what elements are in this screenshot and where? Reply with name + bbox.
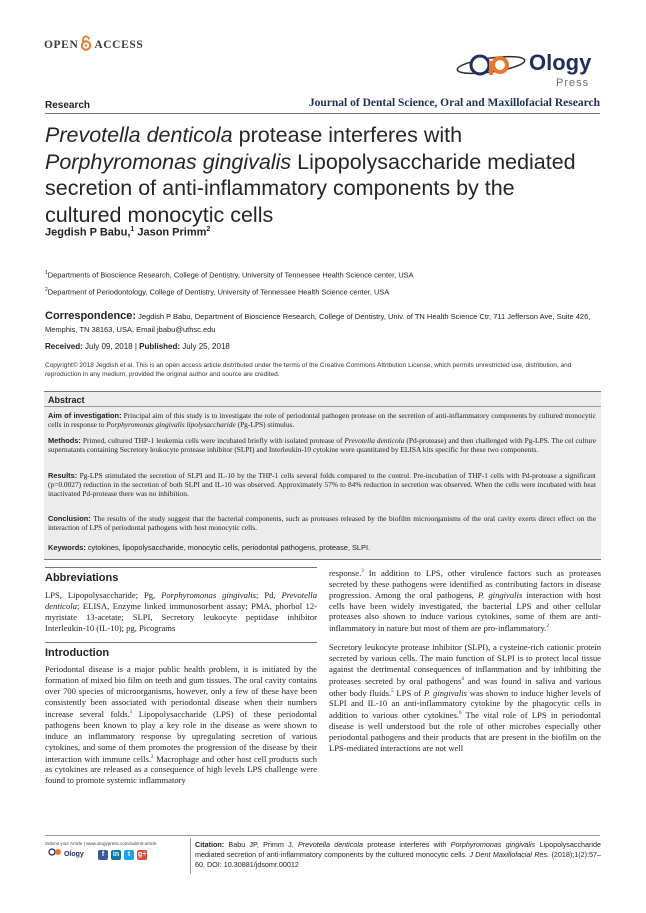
citation-text: Babu JP, Primm J. bbox=[224, 840, 298, 849]
affiliation-text: Departments of Bioscience Research, College of Dentistry, University of Tennessee Health Science center, USA bbox=[47, 270, 414, 280]
abstract-text: The results of the study suggest that the bacterial components, such as proteases released by the biofilm microorganisms of the oral cavity exerts direct effect on the interaction of LPS of periodontal pathogens with host monocytic cells. bbox=[48, 514, 596, 533]
body-text: ; Pd, bbox=[256, 589, 282, 600]
body-paragraph bbox=[329, 642, 601, 754]
abbreviations-heading: Abbreviations bbox=[45, 567, 317, 584]
body-column-right bbox=[329, 567, 601, 762]
body-paragraph bbox=[329, 567, 601, 634]
body-text: LPS of bbox=[393, 687, 424, 698]
publication-dates bbox=[45, 342, 230, 351]
journal-name: Journal of Dental Science, Oral and Maxillofacial Research bbox=[308, 97, 600, 109]
affiliation bbox=[45, 287, 389, 296]
affiliation-text: Department of Periodontology, College of Dentistry, University of Tennessee Health Science center, USA bbox=[47, 287, 390, 297]
footer-separator bbox=[190, 838, 191, 874]
abstract-text: Pg-LPS stimulated the secretion of SLPI and IL-10 by the THP-1 cells several folds compared to the control. Pre-incubation of THP-1 cells with Pd-protease a significant (p=0.0027) reduction in the secretion of both SLPI and IL-10 was observed. Approximately 57% to 84% reduction in secretion was observed. When the cells were incubated with heat inactivated Pd-protease there was no inhibition. bbox=[48, 471, 596, 499]
affiliation bbox=[45, 270, 414, 279]
body-text: was shown to induce higher levels of SLPI and IL-10 an anti-inflammatory cytokine by the phagocytic cells in addition to various other cytokines. bbox=[329, 687, 601, 721]
ology-op-icon bbox=[455, 52, 527, 78]
correspondence bbox=[45, 310, 600, 336]
keywords-label: Keywords: bbox=[48, 543, 86, 552]
author-list bbox=[45, 226, 210, 239]
title-line2-rest: Lipopolysaccharide mediated bbox=[291, 149, 576, 174]
open-access-badge bbox=[44, 35, 143, 54]
citation-label: Citation: bbox=[195, 840, 225, 849]
body-italic: Prevotella denticola bbox=[45, 589, 317, 611]
abstract-conclusion-label: Conclusion: bbox=[48, 514, 91, 523]
citation-text: Lipopolysaccharide mediated secretion of anti-inflammatory components by the cultured monocytic cells. bbox=[195, 840, 602, 859]
body-italic: Porphyromonas gingivalis bbox=[161, 589, 257, 600]
citation-doi: (2018);1(2):57–60. DOI: 10.30881/jdsomr.00012 bbox=[195, 850, 601, 869]
abstract-text: (Pd-protease) and then challenged with Pg-LPS. The cel culture supernatants containing Secretory leukocyte protease inhibitor (SLPI) and Interleukin-10 cytokine were quantitated by ELISA kits specific for these two components. bbox=[48, 436, 596, 455]
abstract-results-label: Results: bbox=[48, 471, 78, 480]
body-italic: P. gingivalis bbox=[423, 687, 467, 698]
abstract-box bbox=[44, 391, 601, 560]
body-text: In addition to LPS, other virulence factors such as proteases secreted by these pathogens were identified as contributing factors in disease progression. Among the oral pathogens, bbox=[329, 567, 601, 600]
abstract-italic: Porphyromonas gingivalis lipolysaccharide bbox=[106, 420, 236, 430]
published-label: Published: bbox=[139, 342, 181, 351]
affiliation-mark: 2 bbox=[45, 287, 48, 293]
citation-italic: Prevotella denticola bbox=[297, 840, 363, 849]
citation-italic: J Dent Maxillofacial Res. bbox=[469, 850, 550, 859]
abstract-text: Principal aim of this study is to investigate the role of periodontal pathogen protease on the secretion of anti-inflammatory components by cultured monocytic cells in response to bbox=[48, 411, 596, 430]
body-text: The vital role of LPS in periodontal disease is well understood but the role of other microbes especially other periodontal pathogens and their products that are present in the biofilm on the LPS-mediated interactions are not well bbox=[329, 710, 602, 753]
body-italic: P. gingivalis bbox=[477, 589, 523, 600]
abstract-aim bbox=[48, 411, 596, 429]
open-access-label-pre: OPEN bbox=[44, 38, 79, 51]
body-text: and was found in saliva and various other body fluids. bbox=[329, 675, 601, 698]
reference-mark: 3 bbox=[361, 569, 364, 574]
copyright-notice: Copyright© 2018 Jegdish et al. This is an open access article distributed under the terms of the Creative Commons Attribution License, which permits unrestricted use, distribution, and reproduction in any medium, provided the original author and source are credited. bbox=[45, 362, 572, 378]
correspondence-label: Correspondence: bbox=[45, 310, 137, 322]
article-title bbox=[45, 122, 605, 228]
reference-mark: 6 bbox=[458, 711, 462, 717]
body-text: Periodontal disease is a major public health problem, it is initiated by the formation of mixed bio film on teeth and gum tissues. The oral cavity contains over 700 species of microorganisms, however, only a few of these have been consistently been associated with periodontal disease when their numbers increase several folds. bbox=[45, 664, 317, 719]
title-line1-italic: Prevotella denticola bbox=[45, 123, 233, 147]
submit-article-link[interactable]: Submit your Article | www.ologypress.com/submit-article bbox=[45, 841, 157, 846]
linkedin-icon[interactable]: in bbox=[112, 851, 120, 858]
reference-mark: 5 bbox=[391, 688, 394, 694]
open-access-lock-icon bbox=[80, 35, 92, 54]
author-affiliation-mark: 1 bbox=[130, 226, 135, 233]
published-date: July 25, 2018 bbox=[180, 342, 230, 351]
abstract-conclusion bbox=[48, 514, 596, 532]
twitter-icon[interactable]: t bbox=[124, 850, 134, 860]
footer-divider bbox=[45, 835, 600, 836]
body-column-left bbox=[45, 567, 317, 794]
facebook-icon[interactable]: f bbox=[98, 850, 108, 860]
abstract-keywords bbox=[48, 543, 596, 552]
title-line4: cultured monocytic cells bbox=[45, 202, 274, 227]
correspondence-text: Jegdish P Babu, Department of Bioscience Research, College of Dentistry, Univ. of TN Health Science Ctr, 711 Jefferson Ave, Suite 426, Memphis, TN 38163, USA, Email jbabu@uthsc.edu bbox=[45, 312, 591, 334]
author-name: Jegdish P Babu, bbox=[45, 226, 131, 239]
reference-mark: 2 bbox=[546, 624, 549, 630]
title-line3: secretion of anti-inflammatory components by the bbox=[45, 176, 515, 200]
body-text: Secretory leukocyte protease inhibitor (SLPI), a cysteine-rich cationic protein secreted by various cells. The main function of SLPI is to protect local tissue against the detrimental consequences of inflammation and by inhibiting the proteases secreted by oral pathogens bbox=[329, 642, 601, 686]
affiliation-mark: 1 bbox=[45, 270, 48, 276]
abstract-text: (Pg-LPS) stimulus. bbox=[235, 420, 295, 430]
abstract-heading: Abstract bbox=[48, 395, 85, 405]
received-label: Received: bbox=[45, 342, 83, 351]
keywords-text: cytokines, lipopolysaccharide, monocytic cells, periodontal pathogens, protease, SLPI. bbox=[85, 543, 371, 552]
body-text: Macrophage and other host cell products such as cytokines are released as a consequence of high levels LPS challenge were found to promote systemic inflammatory bbox=[45, 753, 317, 786]
received-date: July 09, 2018 | bbox=[82, 342, 140, 351]
footer-logo bbox=[48, 848, 84, 858]
citation-italic: Porphyromonas gingivalis bbox=[450, 840, 536, 849]
body-text: LPS, Lipopolysaccharide; Pg, bbox=[45, 589, 162, 600]
abstract-divider bbox=[44, 406, 601, 407]
body-text: ; ELISA, Enzyme linked immunosorbent assay; PMA, phorbol 12-myristate 13-acetate; SLPI, Secretory leukocyte peptidase inhibitor Interleukin-10 (IL-10); pg, Picograms bbox=[45, 600, 317, 633]
reference-mark: 4 bbox=[461, 676, 464, 682]
abstract-text: Primed, cultured THP-1 leukemia cells were incubated briefly with isolated protease of bbox=[80, 436, 345, 445]
abstract-aim-label: Aim of investigation: bbox=[48, 411, 122, 420]
body-text: response. bbox=[329, 567, 362, 578]
publisher-name: Ology bbox=[529, 50, 592, 75]
footer-logo-text: Ology bbox=[63, 851, 84, 858]
open-access-label-post: ACCESS bbox=[94, 38, 144, 51]
citation-text: protease interferes with bbox=[362, 840, 451, 849]
title-line1-rest: protease interferes with bbox=[232, 123, 463, 147]
reference-mark: 2 bbox=[150, 754, 154, 760]
footer-logo-icon bbox=[48, 848, 62, 856]
author-affiliation-mark: 2 bbox=[206, 226, 211, 233]
abbreviations-text bbox=[45, 590, 317, 634]
abstract-results bbox=[48, 471, 596, 499]
title-line2-italic: Porphyromonas gingivalis bbox=[45, 149, 292, 174]
author-name: Jason Primm bbox=[134, 226, 207, 239]
body-text: interaction with host cells have been widely investigated, the bacterial LPS and other cellular proteases also shown to induce various cytokines, some of them are anti-inflammatory in nature but most of them are pro-inflammatory. bbox=[329, 589, 601, 634]
header-divider bbox=[45, 113, 600, 114]
body-text: Lipopolysaccharide (LPS) of these periodontal pathogens been known to play a key role in the disease as were shown to induce an inflammatory response by upregulating secretion of various cytokines, and some of them promotes the progression of the disease by their interaction with immune cells. bbox=[45, 708, 317, 764]
introduction-paragraph bbox=[45, 664, 317, 786]
section-label: Research bbox=[45, 100, 91, 111]
abstract-methods bbox=[48, 436, 596, 454]
google-plus-icon[interactable]: g+ bbox=[137, 851, 147, 858]
publisher-logo bbox=[455, 50, 605, 100]
publisher-sub: Press bbox=[556, 77, 590, 89]
introduction-heading: Introduction bbox=[45, 642, 317, 659]
reference-mark: 1 bbox=[129, 710, 133, 716]
abstract-italic: Prevotella denticola bbox=[344, 436, 405, 445]
abstract-methods-label: Methods: bbox=[48, 436, 81, 445]
social-links bbox=[98, 850, 147, 860]
citation bbox=[195, 840, 601, 870]
